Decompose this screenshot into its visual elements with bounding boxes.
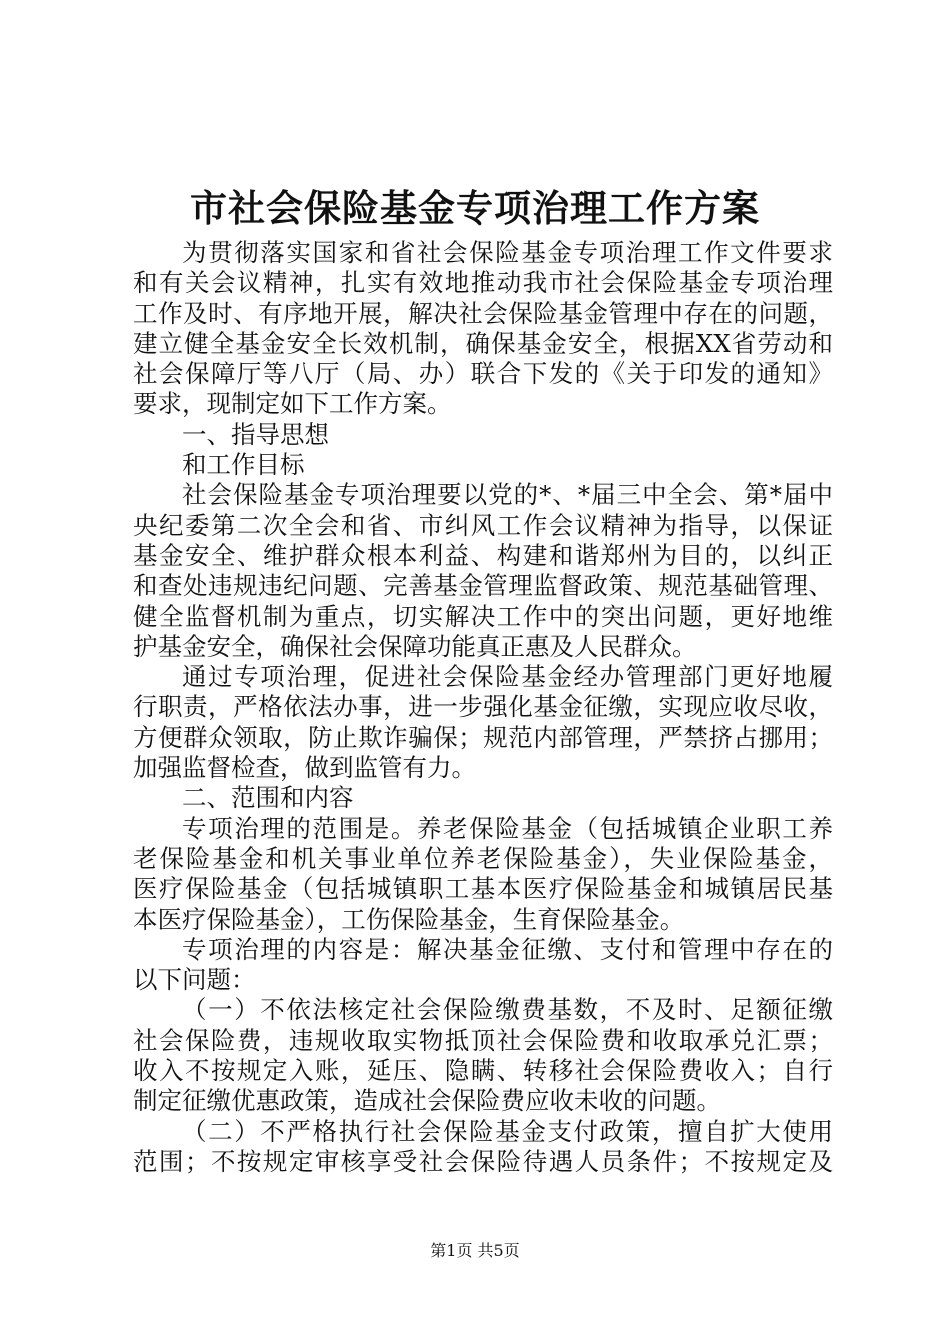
text-line: 健全监督机制为重点，切实解决工作中的突出问题，更好地维 xyxy=(133,601,833,631)
text-line: 为贯彻落实国家和省社会保险基金专项治理工作文件要求 xyxy=(182,238,833,267)
section-heading: 二、范围和内容 xyxy=(182,783,354,813)
text-line: 医疗保险基金（包括城镇职工基本医疗保险基金和城镇居民基 xyxy=(133,874,833,904)
text-line: 收入不按规定入账，延压、隐瞒、转移社会保险费收入；自行 xyxy=(133,1056,833,1086)
text-line: 通过专项治理，促进社会保险基金经办管理部门更好地履 xyxy=(182,662,833,692)
text-line: 方便群众领取，防止欺诈骗保；规范内部管理，严禁挤占挪用； xyxy=(133,722,833,752)
text-line: 和查处违规违纪问题、完善基金管理监督政策、规范基础管理、 xyxy=(133,571,833,601)
text-line: （二）不严格执行社会保险基金支付政策，擅自扩大使用 xyxy=(182,1116,833,1146)
text-line: 专项治理的范围是。养老保险基金（包括城镇企业职工养 xyxy=(182,813,833,843)
text-line: 专项治理的内容是：解决基金征缴、支付和管理中存在的 xyxy=(182,934,833,964)
page-footer: 第1页 共5页 xyxy=(430,1241,520,1260)
section-heading: 和工作目标 xyxy=(182,450,305,480)
section-heading: 一、指导思想 xyxy=(182,419,329,449)
text-line: 要求，现制定如下工作方案。 xyxy=(133,389,452,419)
text-line: 制定征缴优惠政策，造成社会保险费应收未收的问题。 xyxy=(133,1086,721,1116)
text-line: 老保险基金和机关事业单位养老保险基金），失业保险基金， xyxy=(133,843,833,873)
document-body xyxy=(133,238,833,1177)
text-line: 行职责，严格依法办事，进一步强化基金征缴，实现应收尽收， xyxy=(133,692,833,722)
text-line: 护基金安全，确保社会保障功能真正惠及人民群众。 xyxy=(133,631,697,661)
text-line: 社会保险费，违规收取实物抵顶社会保险费和收取承兑汇票； xyxy=(133,1025,833,1055)
text-line: （一）不依法核定社会保险缴费基数，不及时、足额征缴 xyxy=(182,995,833,1025)
text-line: 和有关会议精神，扎实有效地推动我市社会保险基金专项治理 xyxy=(133,268,833,298)
text-line: 建立健全基金安全长效机制，确保基金安全，根据XX省劳动和 xyxy=(133,328,833,358)
text-line: 加强监督检查，做到监管有力。 xyxy=(133,753,476,783)
text-line: 基金安全、维护群众根本利益、构建和谐郑州为目的，以纠正 xyxy=(133,540,833,570)
document-title: 市社会保险基金专项治理工作方案 xyxy=(190,186,760,230)
text-line: 社会保障厅等八厅（局、办）联合下发的《关于印发的通知》 xyxy=(133,359,833,389)
text-line: 本医疗保险基金），工伤保险基金，生育保险基金。 xyxy=(133,904,685,934)
text-line: 范围；不按规定审核享受社会保险待遇人员条件；不按规定及 xyxy=(133,1146,833,1176)
text-line: 社会保险基金专项治理要以党的*、*届三中全会、第*届中 xyxy=(182,480,833,510)
text-line: 工作及时、有序地开展，解决社会保险基金管理中存在的问题， xyxy=(133,298,833,328)
text-line: 央纪委第二次全会和省、市纠风工作会议精神为指导，以保证 xyxy=(133,510,833,540)
text-line: 以下问题： xyxy=(133,965,256,995)
